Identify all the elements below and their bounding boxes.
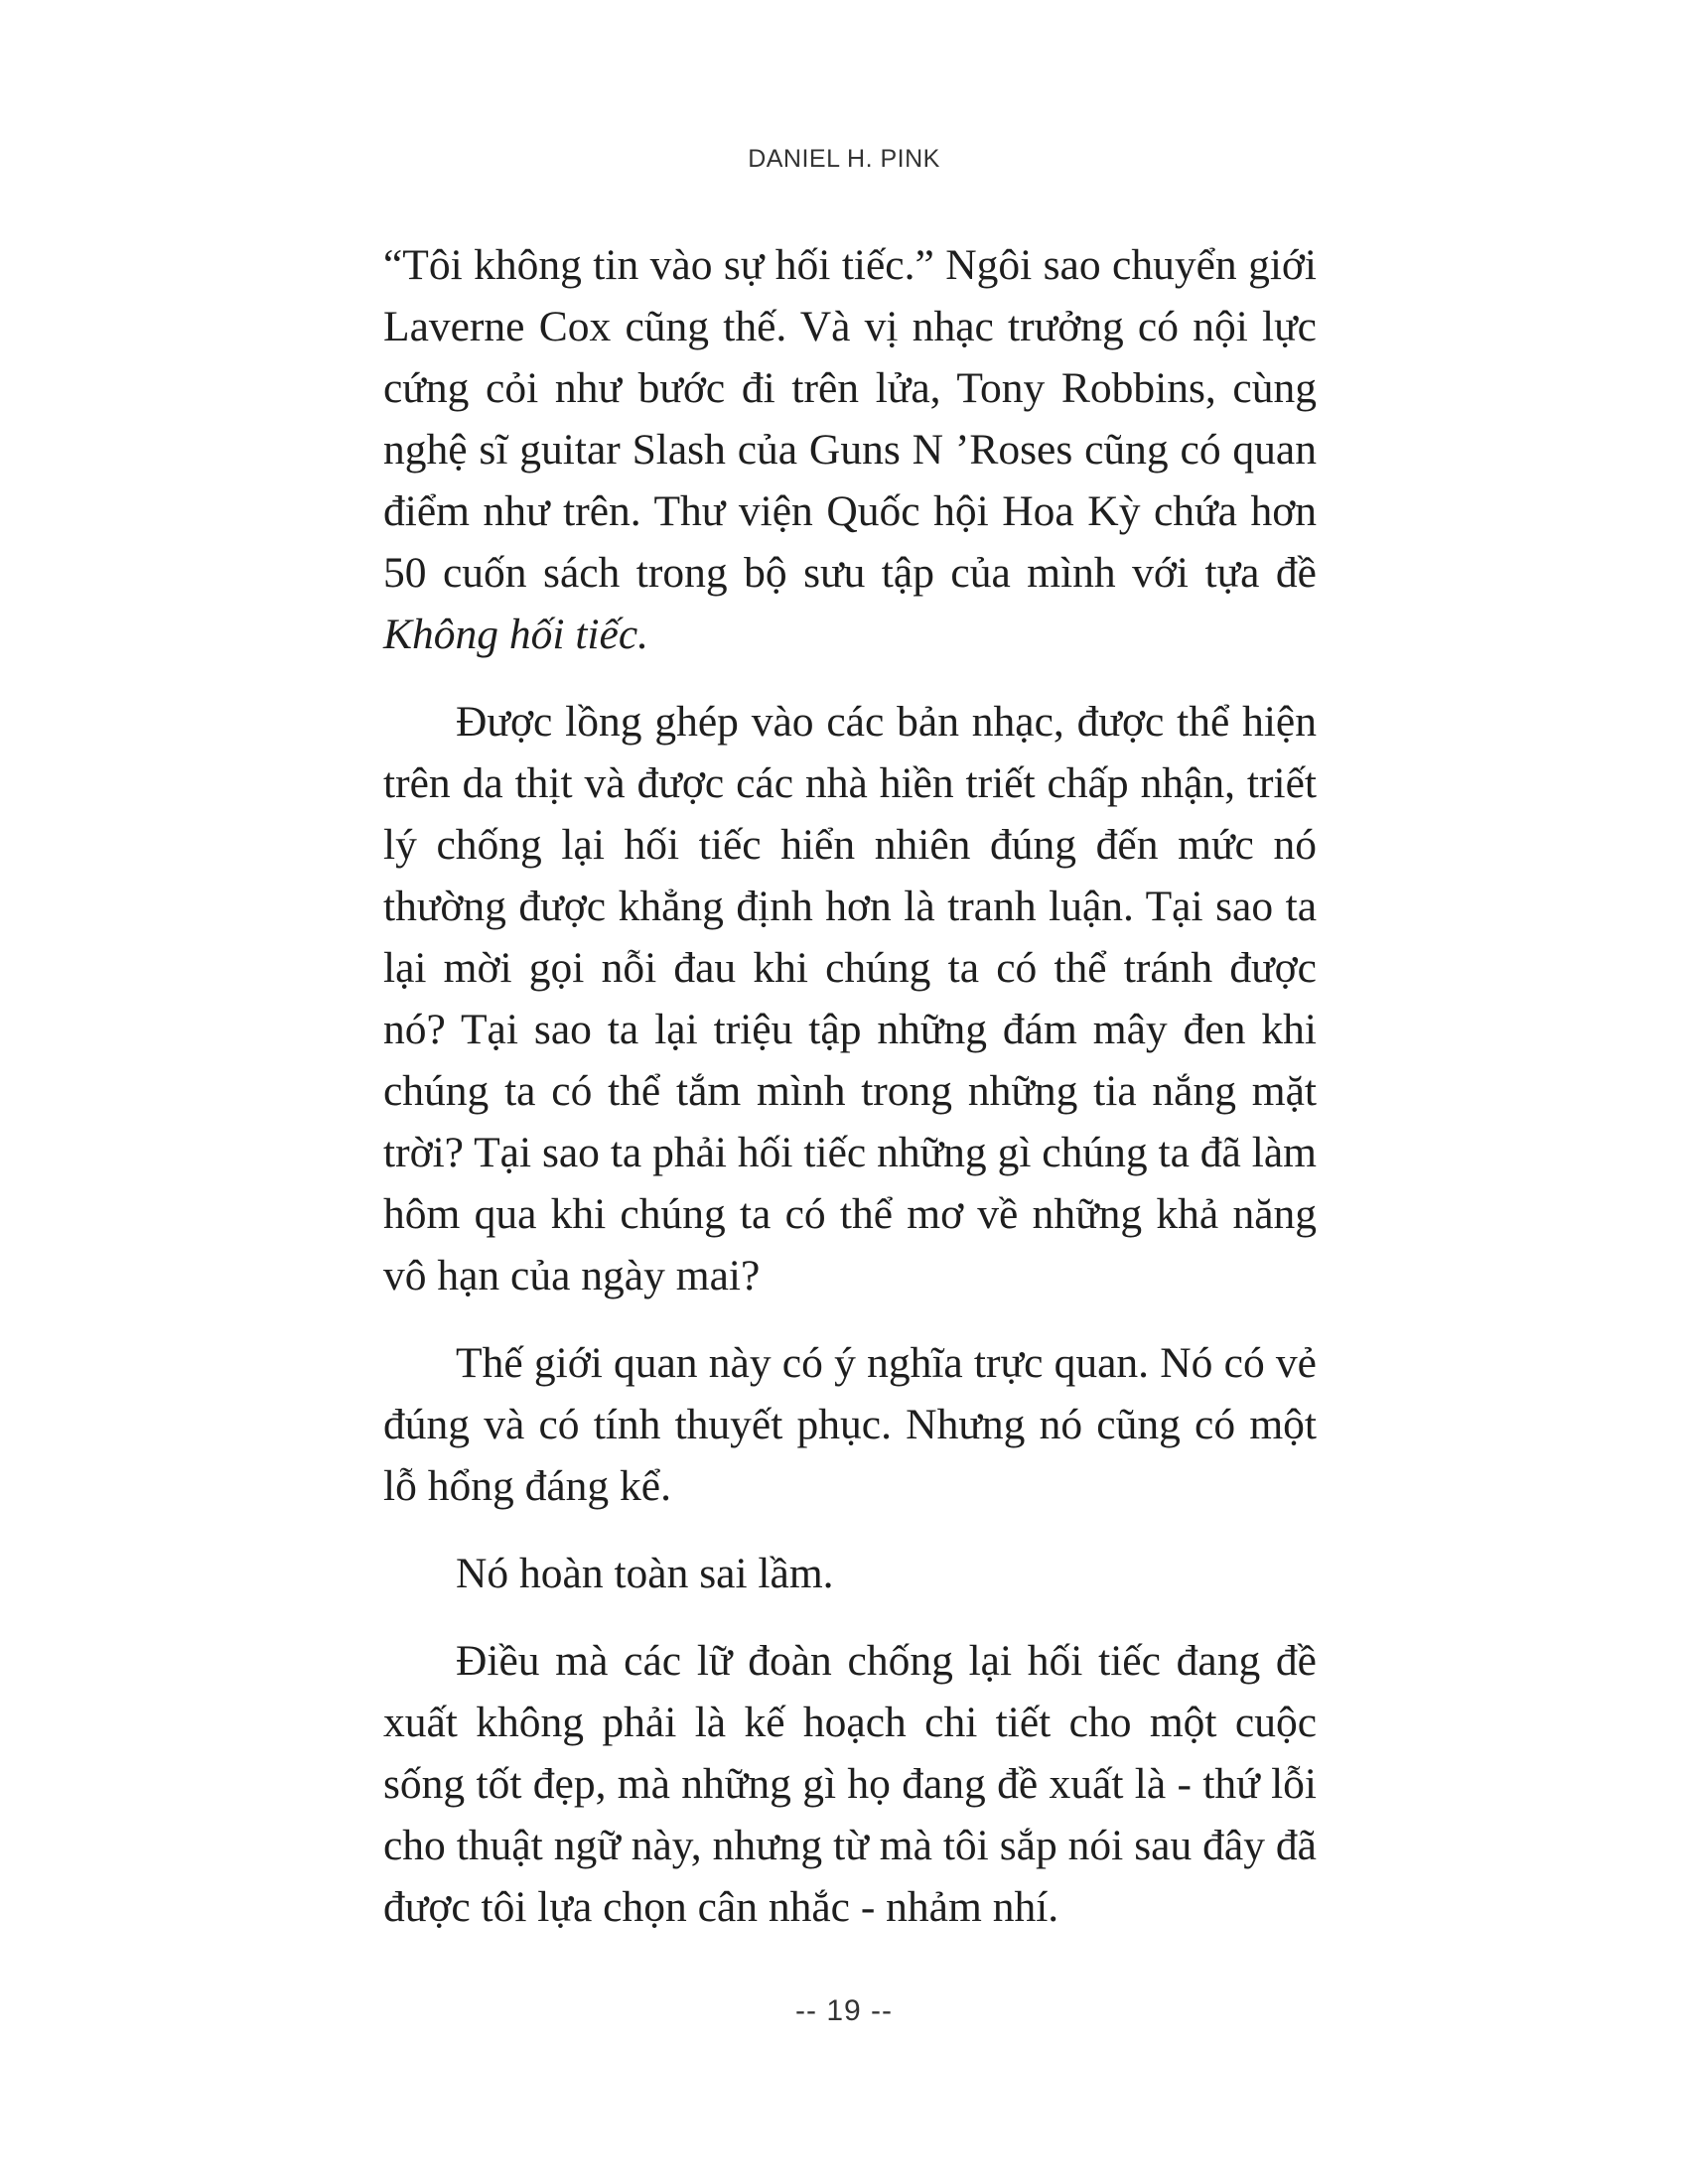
book-title-italic: Không hối tiếc. [383,611,649,658]
paragraph-3: Thế giới quan này có ý nghĩa trực quan. Nó có vẻ đúng và có tính thuyết phục. Nhưng nó cũng có một lỗ hổng đáng kể. [383,1339,1317,1510]
running-head-author: DANIEL H. PINK [748,145,940,173]
paragraph-2: Được lồng ghép vào các bản nhạc, được thể hiện trên da thịt và được các nhà hiền triết chấp nhận, triết lý chống lại hối tiếc hiển nhiên đúng đến mức nó thường được khẳng định hơn là tranh luận. Tại sao ta lại mời gọi nỗi đau khi chúng ta có thể tránh được nó? Tại sao ta lại triệu tập những đám mây đen khi chúng ta có thể tắm mình trong những tia nắng mặt trời? Tại sao ta phải hối tiếc những gì chúng ta đã làm hôm qua khi chúng ta có thể mơ về những khả năng vô hạn của ngày mai? [383,698,1317,1299]
paragraph-1 [383,234,1317,665]
paragraph-4: Nó hoàn toàn sai lầm. [456,1550,834,1597]
body-text [383,234,1317,1964]
paragraph-1-text: “Tôi không tin vào sự hối tiếc.” Ngôi sao chuyển giới Laverne Cox cũng thế. Và vị nhạc trưởng có nội lực cứng cỏi như bước đi trên lửa, Tony Robbins, cùng nghệ sĩ guitar Slash của Guns N ’Roses cũng có quan điểm như trên. Thư viện Quốc hội Hoa Kỳ chứa hơn 50 cuốn sách trong bộ sưu tập của mình với tựa đề [383,241,1317,597]
page-number: -- 19 -- [795,1994,893,2027]
paragraph-5: Điều mà các lữ đoàn chống lại hối tiếc đang đề xuất không phải là kế hoạch chi tiết cho một cuộc sống tốt đẹp, mà những gì họ đang đề xuất là - thứ lỗi cho thuật ngữ này, nhưng từ mà tôi sắp nói sau đây đã được tôi lựa chọn cân nhắc - nhảm nhí. [383,1637,1317,1931]
